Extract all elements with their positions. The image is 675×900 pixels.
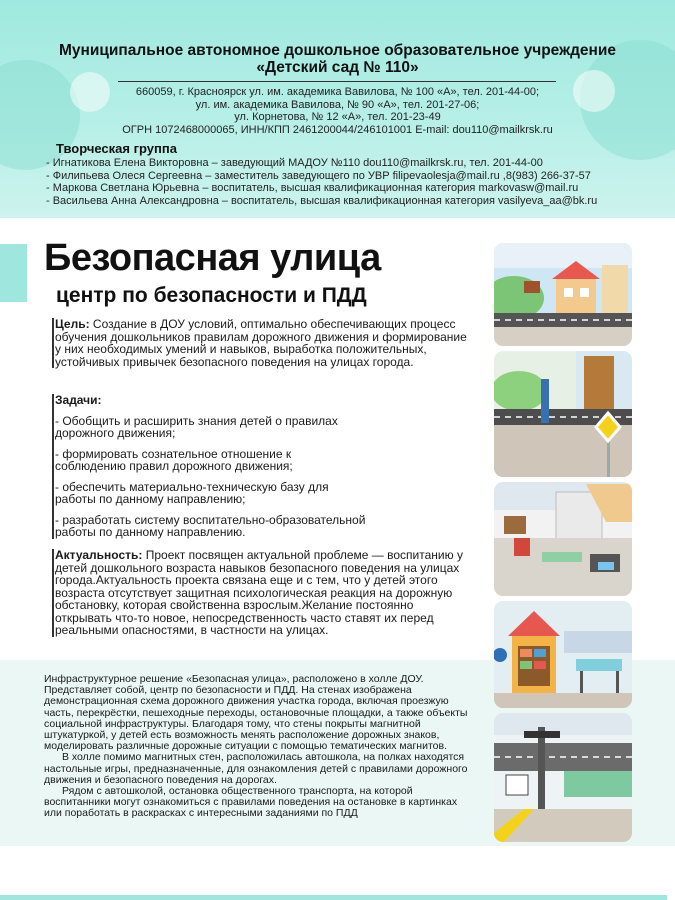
page-title: Безопасная улица	[44, 237, 381, 279]
header-banner	[0, 0, 675, 218]
org-name-line2: «Детский сад № 110»	[256, 59, 419, 76]
task-item: - разработать систему воспитательно-образовательной работы по данному направлению.	[55, 512, 366, 539]
goal-section	[52, 318, 471, 368]
photo-magnetic-wall	[494, 713, 632, 842]
tasks-section	[52, 394, 471, 539]
address-line: ОГРН 1072468000065, ИНН/КПП 2461200044/246101001 E-mail: dou110@mailkrsk.ru	[122, 123, 553, 136]
address-line: ул. им. академика Вавилова, № 90 «А», тел. 201-27-06;	[195, 98, 480, 111]
goal-paragraph	[55, 318, 471, 368]
organization-title	[0, 42, 675, 76]
relevance-label: Актуальность:	[55, 548, 143, 562]
address-line: ул. Корнетова, № 12 «А», тел. 201-23-49	[234, 111, 441, 123]
creative-group-title: Творческая группа	[56, 141, 177, 156]
relevance-text: Проект посвящен актуальной проблеме — воспитанию у детей дошкольного возраста навыков безопасного поведения на улицах города.Актуальность проекта связана еще и с тем, что у детей этого возраста отсутствует защитная психологическая реакция на дорожную обстановку, которая свойственна взрослым.Желание постоянно открывать что-то новое, непосредственность часто ставят их перед реальными опасностями, в частности на улицах.	[55, 548, 463, 637]
header-divider	[118, 81, 556, 82]
footer-bar	[0, 895, 667, 900]
photo-auto-school	[494, 482, 632, 596]
relevance-section	[52, 549, 471, 637]
member-line: - Маркова Светлана Юрьевна – воспитатель, высшая квалификационная категория markovasw@mail.ru	[46, 182, 579, 194]
goal-label: Цель:	[55, 317, 90, 331]
address-block	[0, 86, 675, 136]
photo-hall-road-sign	[494, 351, 632, 477]
infra-paragraph: В холле помимо магнитных стен, расположилась автошкола, на полках находятся настольные игры, предназначенные, для ознакомления детей с правилами дорожного движения и безопасного поведения на дорогах.	[44, 751, 468, 786]
infra-paragraph: Рядом с автошколой, остановка общественного транспорта, на которой воспитанники могут ознакомиться с правилами поведения на остановке в картинках или поработать в раскрасках с интересными заданиями по ПДД	[44, 785, 458, 820]
member-line: - Филипьева Олеся Сергеевна – заместитель заведующего по УВР filipevaolesja@mail.ru ,8(983) 266-37-57	[46, 169, 591, 182]
creative-group-members	[46, 157, 666, 207]
member-line: - Игнатикова Елена Викторовна – заведующий МАДОУ №110 dou110@mailkrsk.ru, тел. 201-44-00	[46, 157, 543, 169]
member-line: - Васильева Анна Александровна – воспитатель, высшая квалификационная категория vasilyeva_aa@bk.ru	[46, 194, 598, 207]
page-subtitle: центр по безопасности и ПДД	[56, 284, 367, 307]
photo-bus-stop-games	[494, 601, 632, 708]
org-name-line1: Муниципальное автономное дошкольное образовательное учреждение	[58, 42, 617, 59]
accent-bar	[0, 244, 27, 302]
task-item: - обеспечить материально-техническую базу для работы по данному направлению;	[55, 479, 329, 506]
infra-paragraph: Инфраструктурное решение «Безопасная улица», расположено в холле ДОУ. Представляет собой, центр по безопасности и ПДД. На стенах изображена демонстрационная схема дорожного движения участка города, включая проезжую часть, перекрёстки, пешеходные переходы, остановочные площадки, а также объекты социальной инфраструктуры. Благодаря тому, что стены покрыты магнитной штукатуркой, у детей есть возможность менять расположение дорожных знаков, моделировать различные дорожные ситуации с помощью тематических магнитов.	[44, 673, 468, 753]
task-item: - Обобщить и расширить знания детей о правилах дорожного движения;	[55, 413, 338, 440]
relevance-paragraph	[55, 549, 467, 637]
tasks-label: Задачи:	[55, 393, 102, 407]
task-item: - формировать сознательное отношение к соблюдению правил дорожного движения;	[55, 446, 293, 473]
address-line: 660059, г. Красноярск ул. им. академика Вавилова, № 100 «А», тел. 201-44-00;	[135, 86, 540, 98]
photo-hall-wall-mural	[494, 243, 632, 346]
goal-text: Создание в ДОУ условий, оптимально обеспечивающих процесс обучения дошкольников правилам дорожного движения и формирование у них необходимых умений и навыков, выработка положительных, устойчивых привычек безопасного поведения на улицах города.	[55, 317, 467, 369]
infrastructure-description	[44, 674, 468, 820]
